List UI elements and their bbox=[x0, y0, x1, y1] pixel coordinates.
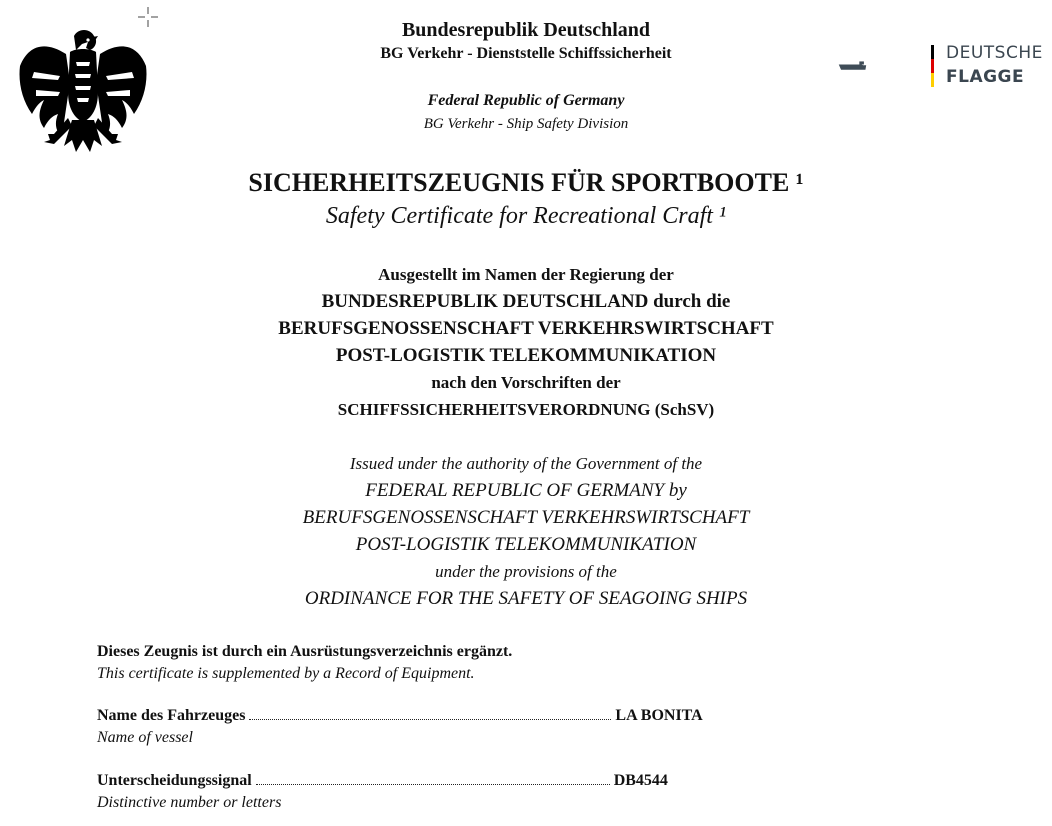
issued-en-line: Issued under the authority of the Government of the bbox=[349, 454, 703, 473]
signal-field bbox=[97, 770, 797, 814]
issued-en-line: POST-LOGISTIK TELEKOMMUNIKATION bbox=[355, 534, 697, 555]
issued-en-line: ORDINANCE FOR THE SAFETY OF SEAGOING SHIPS bbox=[304, 588, 748, 609]
dotted-leader bbox=[249, 707, 611, 720]
brand-line2: FLAGGE bbox=[946, 67, 1025, 87]
signal-label-en: Distinctive number or letters bbox=[97, 794, 282, 811]
country-en: Federal Republic of Germany bbox=[427, 92, 625, 109]
issued-de-line: POST-LOGISTIK TELEKOMMUNIKATION bbox=[335, 345, 717, 366]
vessel-name-label-en: Name of vessel bbox=[97, 729, 193, 746]
supplement-note bbox=[97, 641, 512, 685]
brand-line1: DEUTSCHE bbox=[946, 43, 1043, 63]
issued-en-line: under the provisions of the bbox=[435, 562, 617, 581]
division-de: BG Verkehr - Dienststelle Schiffssicherheit bbox=[380, 45, 672, 62]
supplement-en: This certificate is supplemented by a Record of Equipment. bbox=[97, 665, 475, 682]
issued-en-line: FEDERAL REPUBLIC OF GERMANY by bbox=[365, 480, 687, 501]
division-en: BG Verkehr - Ship Safety Division bbox=[423, 116, 629, 132]
certificate-title-de: SICHERHEITSZEUGNIS FÜR SPORTBOOTE ¹ bbox=[248, 168, 804, 197]
issued-de-line: BERUFSGENOSSENSCHAFT VERKEHRSWIRTSCHAFT bbox=[278, 318, 774, 339]
issued-de-line: SCHIFFSSICHERHEITSVERORDNUNG (SchSV) bbox=[337, 400, 715, 419]
vessel-name-label: Name des Fahrzeuges bbox=[97, 707, 246, 724]
country-de: Bundesrepublik Deutschland bbox=[401, 19, 651, 41]
federal-eagle-icon bbox=[14, 22, 152, 160]
issued-authority-en bbox=[0, 450, 1052, 612]
issued-authority-de bbox=[0, 261, 1052, 423]
signal-value: DB4544 bbox=[613, 772, 668, 789]
supplement-de: Dieses Zeugnis ist durch ein Ausrüstungsverzeichnis ergänzt. bbox=[97, 643, 513, 660]
vessel-name-value: LA BONITA bbox=[615, 707, 703, 724]
issued-de-line: nach den Vorschriften der bbox=[431, 373, 621, 392]
issued-de-line: BUNDESREPUBLIK DEUTSCHLAND durch die bbox=[321, 291, 731, 312]
dotted-leader bbox=[256, 772, 610, 785]
vessel-name-field bbox=[97, 705, 797, 749]
issued-en-line: BERUFSGENOSSENSCHAFT VERKEHRSWIRTSCHAFT bbox=[302, 507, 750, 528]
issued-de-line: Ausgestellt im Namen der Regierung der bbox=[378, 265, 674, 284]
certificate-title-en: Safety Certificate for Recreational Craft ¹ bbox=[325, 203, 727, 229]
signal-label: Unterscheidungssignal bbox=[97, 772, 252, 789]
